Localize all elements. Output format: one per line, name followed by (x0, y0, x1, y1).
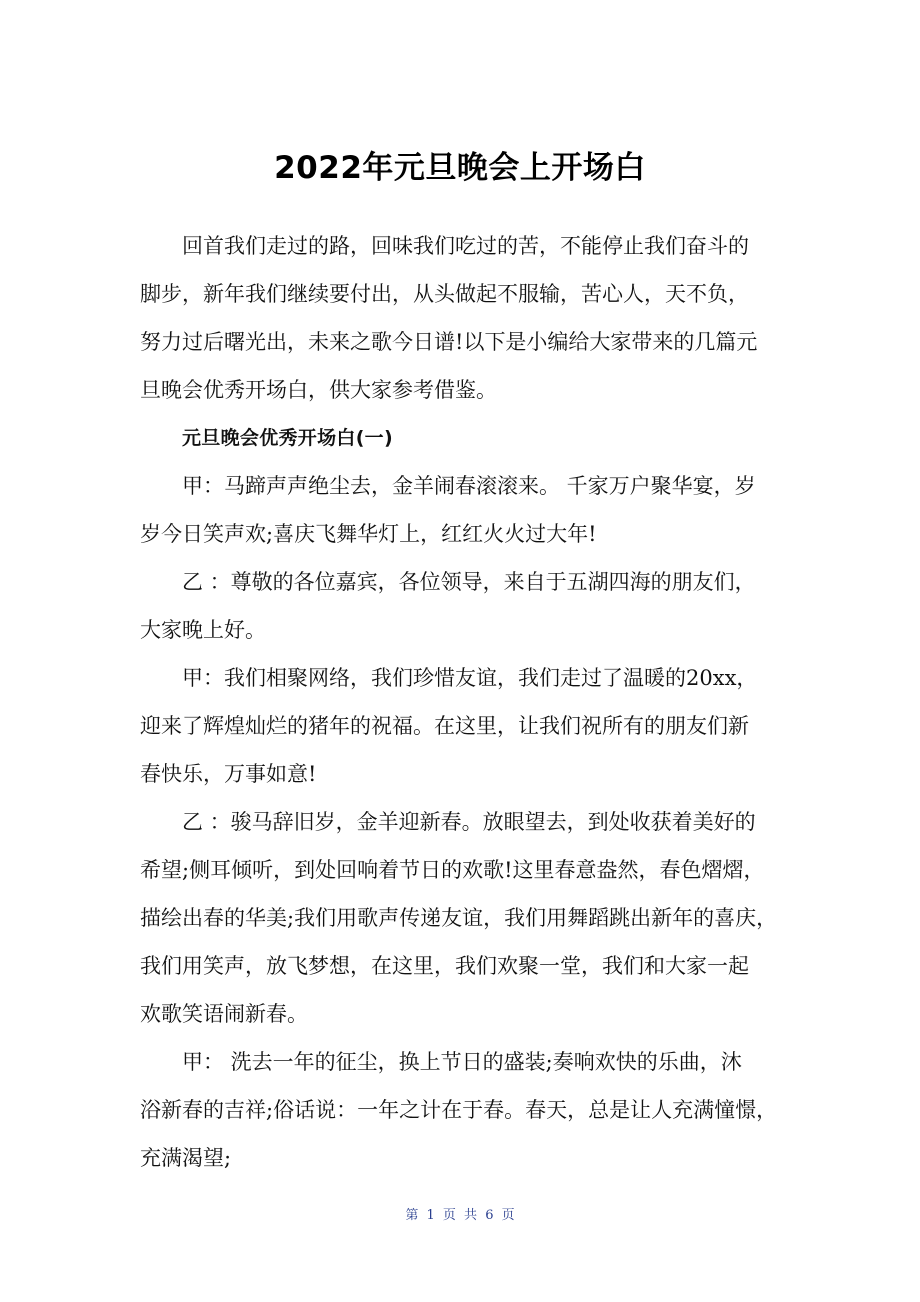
document-body (140, 222, 788, 1182)
paragraph-line: 大家晚上好。 (140, 618, 266, 642)
section-heading: 元旦晚会优秀开场白(一) (182, 427, 393, 449)
paragraph-line: 迎来了辉煌灿烂的猪年的祝福。在这里，让我们祝所有的朋友们新 (140, 714, 749, 738)
paragraph-line: 希望;侧耳倾听，到处回响着节日的欢歌!这里春意盎然，春色熠熠， (140, 858, 765, 882)
paragraph-line: 描绘出春的华美;我们用歌声传递友谊，我们用舞蹈跳出新年的喜庆， (140, 906, 778, 930)
paragraph-line: 甲： 洗去一年的征尘，换上节日的盛装;奏响欢快的乐曲，沐 (182, 1050, 742, 1074)
paragraph-line: 我们用笑声，放飞梦想，在这里，我们欢聚一堂，我们和大家一起 (140, 954, 749, 978)
page-number-footer: 第 1 页 共 6 页 (405, 1208, 515, 1223)
paragraph-line: 努力过后曙光出，未来之歌今日谱!以下是小编给大家带来的几篇元 (140, 330, 758, 354)
paragraph-line: 充满渴望; (140, 1146, 232, 1170)
paragraph-line: 甲：马蹄声声绝尘去，金羊闹春滚滚来。 千家万户聚华宴，岁 (182, 474, 756, 498)
paragraph-line: 乙 ：骏马辞旧岁，金羊迎新春。放眼望去，到处收获着美好的 (182, 810, 756, 834)
document-title: 2022年元旦晚会上开场白 (274, 150, 646, 186)
paragraph-line: 欢歌笑语闹新春。 (140, 1002, 308, 1026)
paragraph-line: 回首我们走过的路，回味我们吃过的苦，不能停止我们奋斗的 (182, 234, 749, 258)
paragraph-line: 春快乐，万事如意! (140, 762, 317, 786)
paragraph-line: 甲：我们相聚网络，我们珍惜友谊，我们走过了温暖的20xx， (182, 666, 758, 690)
paragraph-line: 浴新春的吉祥;俗话说：一年之计在于春。春天，总是让人充满憧憬， (140, 1098, 778, 1122)
paragraph-line: 乙 ：尊敬的各位嘉宾，各位领导，来自于五湖四海的朋友们， (182, 570, 756, 594)
paragraph-line: 脚步，新年我们继续要付出，从头做起不服输，苦心人，天不负， (140, 282, 749, 306)
paragraph-line: 岁今日笑声欢;喜庆飞舞华灯上，红红火火过大年! (140, 522, 597, 546)
paragraph-line: 旦晚会优秀开场白，供大家参考借鉴。 (140, 378, 497, 402)
